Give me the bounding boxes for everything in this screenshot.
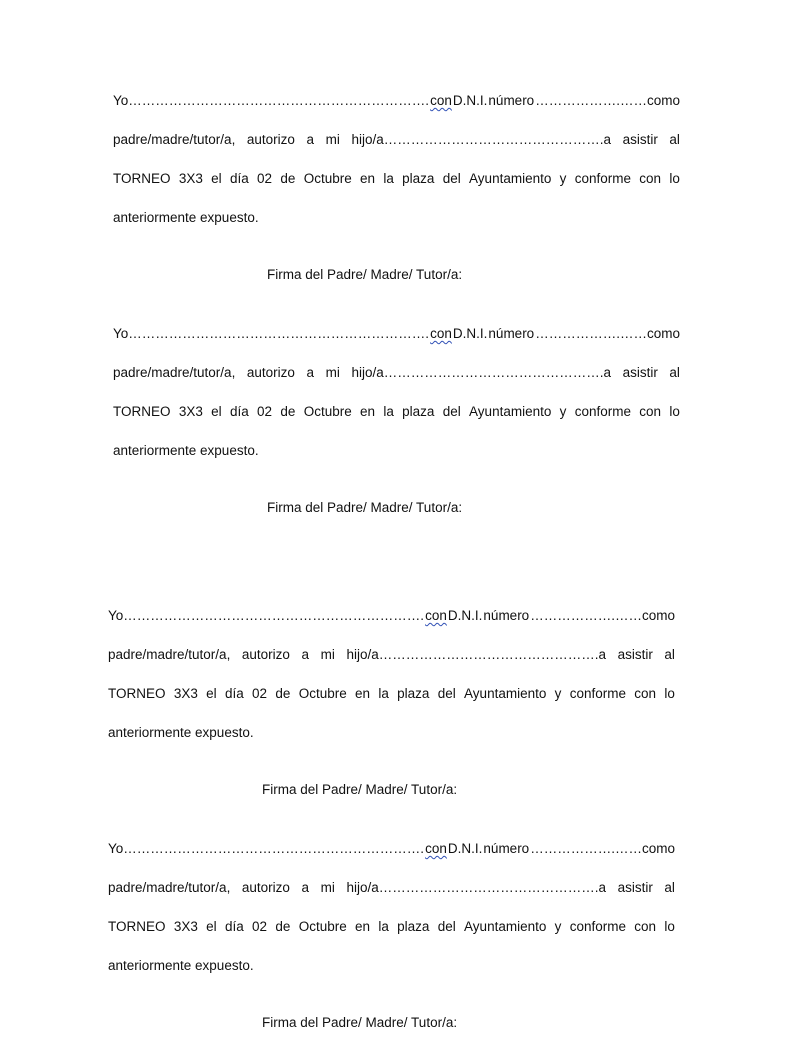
word: hijo/a………………………………………….a: [346, 880, 606, 895]
form-line-authorize: [113, 130, 680, 150]
word: 3X3: [178, 404, 203, 419]
word: al: [664, 880, 675, 895]
word: en: [360, 404, 376, 419]
word: plaza: [402, 404, 435, 419]
word: TORNEO: [108, 686, 166, 701]
word: en: [355, 686, 371, 701]
word: con: [425, 841, 447, 856]
word: padre/madre/tutor/a,: [113, 132, 236, 147]
word: D.N.I.: [447, 841, 483, 856]
word: plaza: [397, 919, 430, 934]
word: y: [554, 686, 562, 701]
word: Ayuntamiento: [464, 919, 547, 934]
word: Ayuntamiento: [464, 686, 547, 701]
word: TORNEO: [108, 919, 166, 934]
word: Yo………………………………………………………….: [108, 841, 425, 856]
word: la: [378, 919, 389, 934]
form-line-authorize: [113, 363, 680, 383]
word: padre/madre/tutor/a,: [108, 880, 231, 895]
word: con: [634, 919, 657, 934]
form-line-closing: anteriormente expuesto.: [113, 443, 259, 458]
word: con: [639, 404, 662, 419]
word: lo: [669, 171, 680, 186]
word: hijo/a………………………………………….a: [351, 132, 611, 147]
word: plaza: [402, 171, 435, 186]
word: ……………….……como: [530, 608, 675, 623]
word: número: [483, 841, 530, 856]
word: número: [488, 93, 535, 108]
word: del: [442, 404, 461, 419]
word: el: [206, 686, 217, 701]
word: número: [488, 326, 535, 341]
word: día: [224, 919, 244, 934]
word: 02: [257, 171, 273, 186]
word: de: [280, 171, 296, 186]
word: autorizo: [241, 647, 290, 662]
word: número: [483, 608, 530, 623]
word: hijo/a………………………………………….a: [346, 647, 606, 662]
word: del: [437, 919, 456, 934]
word: del: [437, 686, 456, 701]
form-line-authorize: [108, 878, 675, 898]
word: lo: [664, 686, 675, 701]
form-line-name-dni: [113, 324, 680, 344]
word: Yo………………………………………………………….: [113, 93, 430, 108]
word: autorizo: [246, 365, 295, 380]
word: ……………….……como: [535, 326, 680, 341]
word: la: [383, 171, 394, 186]
word: con: [430, 326, 452, 341]
word: asistir: [622, 365, 658, 380]
word: autorizo: [246, 132, 295, 147]
word: con: [425, 608, 447, 623]
word: a: [301, 880, 310, 895]
signature-label: Firma del Padre/ Madre/ Tutor/a:: [262, 1015, 458, 1030]
word: 3X3: [173, 919, 198, 934]
word: Octubre: [303, 171, 352, 186]
form-line-name-dni: [108, 839, 675, 859]
word: D.N.I.: [452, 93, 488, 108]
word: padre/madre/tutor/a,: [113, 365, 236, 380]
word: el: [211, 404, 222, 419]
word: de: [275, 686, 291, 701]
word: 02: [257, 404, 273, 419]
signature-label: Firma del Padre/ Madre/ Tutor/a:: [262, 782, 458, 797]
form-line-closing: anteriormente expuesto.: [113, 210, 259, 225]
word: a: [306, 132, 315, 147]
word: a: [306, 365, 315, 380]
word: de: [280, 404, 296, 419]
form-line-authorize: [108, 645, 675, 665]
word: 02: [252, 919, 268, 934]
word: plaza: [397, 686, 430, 701]
word: conforme: [574, 404, 631, 419]
word: la: [383, 404, 394, 419]
signature-label: Firma del Padre/ Madre/ Tutor/a:: [267, 500, 463, 515]
word: asistir: [622, 132, 658, 147]
word: conforme: [574, 171, 631, 186]
word: asistir: [617, 880, 653, 895]
word: mi: [325, 365, 340, 380]
word: el: [206, 919, 217, 934]
word: ……………….……como: [530, 841, 675, 856]
word: ……………….……como: [535, 93, 680, 108]
word: mi: [320, 880, 335, 895]
form-line-event: [113, 169, 680, 189]
word: conforme: [569, 686, 626, 701]
word: Yo………………………………………………………….: [113, 326, 430, 341]
word: Ayuntamiento: [469, 171, 552, 186]
form-line-closing: anteriormente expuesto.: [108, 958, 254, 973]
word: día: [224, 686, 244, 701]
word: al: [664, 647, 675, 662]
word: autorizo: [241, 880, 290, 895]
word: 3X3: [173, 686, 198, 701]
word: a: [301, 647, 310, 662]
word: D.N.I.: [452, 326, 488, 341]
word: con: [634, 686, 657, 701]
word: día: [229, 404, 249, 419]
word: del: [442, 171, 461, 186]
word: día: [229, 171, 249, 186]
word: Octubre: [303, 404, 352, 419]
word: asistir: [617, 647, 653, 662]
form-line-closing: anteriormente expuesto.: [108, 725, 254, 740]
word: con: [430, 93, 452, 108]
word: y: [559, 404, 567, 419]
word: conforme: [569, 919, 626, 934]
word: mi: [320, 647, 335, 662]
word: D.N.I.: [447, 608, 483, 623]
word: al: [669, 365, 680, 380]
word: Octubre: [298, 686, 347, 701]
word: en: [360, 171, 376, 186]
form-line-event: [108, 917, 675, 937]
word: y: [554, 919, 562, 934]
word: la: [378, 686, 389, 701]
word: y: [559, 171, 567, 186]
word: TORNEO: [113, 404, 171, 419]
form-line-name-dni: [108, 606, 675, 626]
word: padre/madre/tutor/a,: [108, 647, 231, 662]
word: 02: [252, 686, 268, 701]
word: al: [669, 132, 680, 147]
word: lo: [669, 404, 680, 419]
form-line-name-dni: [113, 91, 680, 111]
word: mi: [325, 132, 340, 147]
word: de: [275, 919, 291, 934]
word: con: [639, 171, 662, 186]
word: hijo/a………………………………………….a: [351, 365, 611, 380]
word: Ayuntamiento: [469, 404, 552, 419]
word: TORNEO: [113, 171, 171, 186]
form-line-event: [108, 684, 675, 704]
word: 3X3: [178, 171, 203, 186]
word: Yo………………………………………………………….: [108, 608, 425, 623]
word: lo: [664, 919, 675, 934]
word: Octubre: [298, 919, 347, 934]
signature-label: Firma del Padre/ Madre/ Tutor/a:: [267, 267, 463, 282]
word: en: [355, 919, 371, 934]
word: el: [211, 171, 222, 186]
form-line-event: [113, 402, 680, 422]
